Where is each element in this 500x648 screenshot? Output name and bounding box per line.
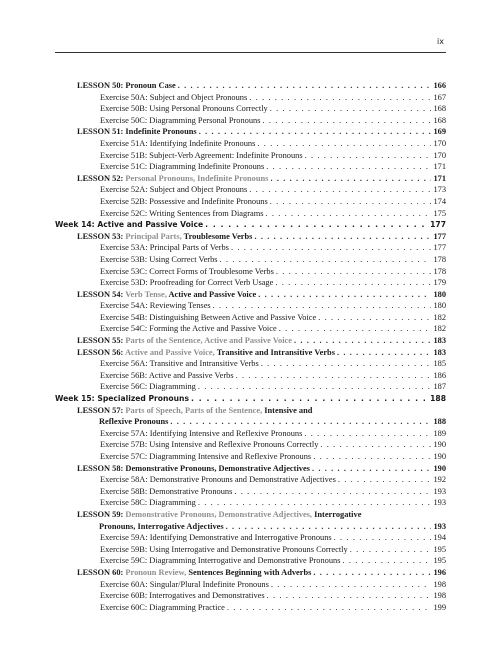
- toc-exercise-row: [55, 161, 446, 173]
- toc-lesson-row: [55, 231, 446, 243]
- toc-exercise-row: [55, 115, 446, 127]
- toc-page-number: 198: [433, 591, 446, 601]
- toc-entry-title: [55, 393, 189, 405]
- toc-topic: Exercise 54C: Forming the Active and Passive Voice: [100, 324, 277, 334]
- toc-topic: Reflexive Pronouns: [99, 417, 169, 427]
- toc-entry-title: [100, 358, 259, 370]
- toc-page-number: 186: [433, 370, 446, 380]
- toc-topic: Troublesome Verbs: [181, 231, 253, 241]
- toc-topic: Exercise 56A: Transitive and Intransitive Verbs: [100, 359, 259, 369]
- dot-leader: [350, 544, 432, 556]
- toc-entry-title: [100, 150, 303, 162]
- dot-leader: [270, 173, 431, 185]
- toc-topic: Exercise 57A: Identifying Intensive and Reflexive Pronouns: [100, 428, 303, 438]
- toc-topic: Exercise 51A: Identifying Indefinite Pronouns: [100, 138, 256, 148]
- toc-topic: Exercise 60C: Diagramming Practice: [100, 602, 225, 612]
- toc-review-topic: Pronoun Review,: [125, 567, 187, 577]
- toc-entry-title: [100, 532, 332, 544]
- toc-entry-title: [100, 208, 263, 220]
- toc-page-number: 179: [433, 278, 446, 288]
- dot-leader: [270, 196, 432, 208]
- toc-exercise-row: [55, 532, 446, 544]
- dot-leader: [304, 428, 431, 440]
- toc-entry-title: [77, 231, 252, 243]
- toc-topic: Exercise 56C: Diagramming: [100, 382, 196, 392]
- toc-lesson-row: [55, 289, 446, 301]
- toc-entry-title: [77, 509, 361, 521]
- toc-entry-title: [100, 266, 274, 278]
- toc-exercise-row: [55, 138, 446, 150]
- toc-entry-title: [100, 544, 348, 556]
- dot-leader: [265, 208, 431, 220]
- toc-topic: Exercise 51C: Diagramming Indefinite Pronouns: [100, 162, 265, 172]
- toc-entry-title: [100, 323, 277, 335]
- toc-page-number: 190: [433, 463, 446, 473]
- toc-exercise-row: [55, 242, 446, 254]
- toc-page-number: 185: [433, 359, 446, 369]
- toc-review-topic: Parts of Speech, Parts of the Sentence,: [125, 405, 263, 415]
- toc-review-topic: Parts of the Sentence, Active and Passive Voice: [125, 336, 292, 346]
- toc-week-row: [55, 393, 446, 405]
- toc-topic: LESSON 56:: [77, 347, 125, 357]
- toc-review-topic: Verb Tense,: [125, 289, 167, 299]
- dot-leader: [267, 590, 432, 602]
- toc-page-number: 174: [433, 196, 446, 206]
- toc-topic: LESSON 53:: [77, 231, 126, 241]
- dot-leader: [305, 150, 432, 162]
- toc-entry-title: [77, 126, 197, 138]
- toc-lesson-row: [55, 347, 446, 359]
- toc-exercise-row: [55, 428, 446, 440]
- toc-entry-title: [77, 463, 310, 475]
- toc-page-number: 178: [433, 266, 446, 276]
- dot-leader: [170, 416, 431, 428]
- toc-entry-title: [100, 428, 302, 440]
- toc-topic: LESSON 55:: [77, 336, 126, 346]
- toc-lesson-row: [55, 173, 446, 185]
- toc-page-number: 170: [433, 138, 446, 148]
- toc-lesson-row: [55, 80, 446, 92]
- dot-leader: [275, 277, 431, 289]
- dot-leader: [234, 486, 431, 498]
- toc-topic: Exercise 52C: Writing Sentences from Diagrams: [100, 208, 264, 218]
- dot-leader: [254, 231, 431, 243]
- toc-page-number: 190: [433, 452, 446, 461]
- toc-topic: Interrogative: [312, 509, 362, 519]
- dot-leader: [249, 92, 431, 104]
- toc-page-number: 175: [433, 208, 446, 218]
- toc-page-number: 190: [433, 440, 446, 450]
- toc-exercise-row: [55, 254, 446, 266]
- toc-page-number: 192: [433, 475, 446, 485]
- toc-page-number: 195: [433, 544, 446, 554]
- toc-exercise-row: [55, 555, 446, 567]
- dot-leader: [198, 497, 432, 509]
- toc-topic: Sentences Beginning with Adverbs: [186, 567, 312, 577]
- toc-topic: Exercise 60B: Interrogatives and Demonstratives: [100, 591, 265, 601]
- toc-page-number: 168: [433, 104, 446, 114]
- toc-lesson-row: [55, 463, 446, 475]
- toc-exercise-row: [55, 439, 446, 451]
- dot-leader: [263, 115, 432, 127]
- dot-leader: [227, 602, 432, 614]
- toc-topic: Exercise 58C: Diagramming: [100, 498, 196, 508]
- toc-topic: Exercise 57C: Diagramming Intensive and Reflexive Pronouns: [100, 452, 312, 461]
- toc-lesson-row: [55, 509, 446, 521]
- dot-leader: [279, 323, 432, 335]
- toc-page-number: 195: [433, 556, 446, 566]
- dot-leader: [318, 312, 431, 324]
- toc-topic: Exercise 50C: Diagramming Personal Pronouns: [100, 115, 261, 125]
- toc-page-number: 188: [433, 417, 446, 427]
- toc-entry-title: [77, 347, 335, 359]
- toc-page-number: 189: [433, 428, 446, 438]
- toc-page-number: 177: [433, 231, 446, 241]
- toc-entry-title: [100, 138, 255, 150]
- toc-page-number: 199: [433, 602, 446, 612]
- toc-entry-title: [100, 602, 225, 614]
- toc-exercise-row: [55, 358, 446, 370]
- toc-page-number: 198: [433, 579, 446, 589]
- toc-entry-title: [100, 555, 341, 567]
- dot-leader: [266, 161, 431, 173]
- dot-leader: [294, 335, 431, 347]
- toc-entry-title: [100, 312, 316, 324]
- toc-entry-title: [100, 579, 269, 591]
- toc-topic: LESSON 58: Demonstrative Pronouns, Demonstrative Adjectives: [77, 463, 310, 473]
- toc-week-row: [55, 219, 446, 231]
- toc-exercise-row: [55, 590, 446, 602]
- toc-entry-title: [100, 254, 218, 266]
- toc-exercise-row: [55, 266, 446, 278]
- toc-entry-title: [77, 405, 312, 417]
- toc-entry-title: [100, 277, 273, 289]
- toc-topic: Pronouns, Interrogative Adjectives: [99, 521, 224, 531]
- dot-leader: [231, 242, 432, 254]
- toc-exercise-row: [55, 150, 446, 162]
- toc-page-number: 180: [433, 301, 446, 311]
- dot-leader: [276, 266, 432, 278]
- dot-leader: [320, 439, 431, 451]
- toc-entry-title: [100, 590, 265, 602]
- toc-topic: Exercise 60A: Singular/Plural Indefinite Pronouns: [100, 579, 269, 589]
- toc-topic: Exercise 59C: Diagramming Interrogative and Demonstrative Pronouns: [100, 556, 341, 566]
- toc-exercise-row: [55, 323, 446, 335]
- toc-page-number: 194: [433, 533, 446, 543]
- dot-leader: [338, 474, 432, 486]
- toc-exercise-row: [55, 103, 446, 115]
- toc-exercise-row: [55, 451, 446, 463]
- toc-entry-title: [77, 567, 311, 579]
- toc-exercise-row: [55, 208, 446, 220]
- toc-review-topic: Personal Pronouns, Indefinite Pronouns: [125, 173, 269, 183]
- dot-leader: [226, 521, 432, 533]
- toc-page-number: 177: [430, 220, 446, 230]
- dot-leader: [199, 126, 432, 138]
- toc-entry-title: [55, 219, 203, 231]
- toc-page-number: 182: [433, 324, 446, 334]
- table-of-contents: [55, 80, 446, 613]
- toc-page-number: 183: [433, 336, 446, 346]
- toc-page-number: 169: [433, 127, 446, 137]
- toc-entry-title: [100, 451, 311, 463]
- toc-topic: Week 15: Specialized Pronouns: [55, 394, 189, 404]
- toc-topic: Exercise 59A: Identifying Demonstrative and Interrogative Pronouns: [100, 533, 332, 543]
- toc-exercise-row: [55, 312, 446, 324]
- toc-exercise-row: [55, 300, 446, 312]
- toc-topic: Exercise 53B: Using Correct Verbs: [100, 254, 218, 264]
- toc-topic: LESSON 59:: [77, 509, 126, 519]
- toc-lesson-row: [55, 567, 446, 579]
- toc-cont-row: [55, 416, 446, 428]
- dot-leader: [270, 103, 432, 115]
- toc-page-number: 167: [433, 92, 446, 102]
- toc-page-number: 193: [433, 486, 446, 496]
- dot-leader: [343, 555, 432, 567]
- toc-page-number: 166: [433, 81, 446, 90]
- dot-leader: [205, 219, 428, 231]
- toc-entry-title: [77, 80, 176, 92]
- toc-topic: Exercise 56B: Active and Passive Verbs: [100, 370, 234, 380]
- toc-topic: Active and Passive Voice: [166, 289, 257, 299]
- toc-topic: LESSON 54:: [77, 289, 126, 299]
- toc-entry-title: [100, 161, 264, 173]
- toc-page-number: 170: [433, 150, 446, 160]
- toc-exercise-row: [55, 497, 446, 509]
- toc-entry-title: [100, 92, 247, 104]
- toc-topic: Week 14: Active and Passive Voice: [55, 220, 204, 230]
- toc-exercise-row: [55, 184, 446, 196]
- toc-exercise-row: [55, 277, 446, 289]
- toc-topic: Exercise 54A: Reviewing Tenses: [100, 301, 211, 311]
- dot-leader: [258, 289, 431, 301]
- toc-exercise-row: [55, 381, 446, 393]
- dot-leader: [220, 254, 432, 266]
- toc-topic: Exercise 58B: Demonstrative Pronouns: [100, 486, 233, 496]
- toc-review-topic: Active and Passive Voice,: [124, 347, 215, 357]
- dot-leader: [191, 393, 428, 405]
- toc-page-number: 180: [433, 289, 446, 299]
- toc-page-number: 171: [433, 173, 446, 183]
- toc-review-topic: Demonstrative Pronouns, Demonstrative Adjectives,: [125, 509, 313, 519]
- dot-leader: [334, 532, 432, 544]
- toc-entry-title: [99, 521, 224, 533]
- toc-page-number: 193: [433, 521, 446, 531]
- toc-lesson-row: [55, 405, 446, 417]
- toc-entry-title: [99, 416, 168, 428]
- toc-page-number: 188: [430, 394, 446, 404]
- dot-leader: [337, 347, 431, 359]
- dot-leader: [257, 138, 431, 150]
- toc-exercise-row: [55, 92, 446, 104]
- toc-topic: Exercise 59B: Using Interrogative and Demonstrative Pronouns Correctly: [100, 544, 348, 554]
- toc-page-number: 193: [433, 498, 446, 508]
- toc-entry-title: [100, 381, 196, 393]
- toc-topic: Exercise 53D: Proofreading for Correct Verb Usage: [100, 278, 274, 288]
- toc-topic: Transitive and Intransitive Verbs: [214, 347, 335, 357]
- dot-leader: [261, 358, 432, 370]
- toc-entry-title: [100, 196, 268, 208]
- header-rule: [55, 52, 446, 53]
- toc-exercise-row: [55, 602, 446, 614]
- dot-leader: [313, 567, 431, 579]
- toc-entry-title: [100, 497, 196, 509]
- toc-entry-title: [100, 300, 211, 312]
- toc-topic: LESSON 51: Indefinite Pronouns: [77, 127, 197, 137]
- toc-page-number: 177: [433, 243, 446, 253]
- toc-entry-title: [77, 173, 268, 185]
- dot-leader: [178, 80, 432, 92]
- toc-topic: LESSON 50: Pronoun Case: [77, 81, 176, 90]
- toc-topic: Exercise 53A: Principal Parts of Verbs: [100, 243, 229, 253]
- toc-topic: Exercise 51B: Subject-Verb Agreement: Indefinite Pronouns: [100, 150, 303, 160]
- toc-entry-title: [100, 115, 261, 127]
- toc-entry-title: [100, 370, 234, 382]
- dot-leader: [236, 370, 432, 382]
- toc-page-number: 196: [433, 567, 446, 577]
- toc-exercise-row: [55, 579, 446, 591]
- toc-page-number: 187: [433, 382, 446, 392]
- toc-page-number: 168: [433, 115, 446, 125]
- toc-lesson-row: [55, 335, 446, 347]
- toc-page-number: 173: [433, 185, 446, 195]
- toc-exercise-row: [55, 486, 446, 498]
- dot-leader: [249, 184, 431, 196]
- toc-review-topic: Principal Parts,: [125, 231, 182, 241]
- toc-page-number: 182: [433, 312, 446, 322]
- toc-cont-row: [55, 521, 446, 533]
- dot-leader: [271, 579, 432, 591]
- toc-topic: Exercise 54B: Distinguishing Between Active and Passive Voice: [100, 312, 317, 322]
- toc-topic: LESSON 60:: [77, 567, 126, 577]
- toc-exercise-row: [55, 544, 446, 556]
- toc-topic: Exercise 53C: Correct Forms of Troublesome Verbs: [100, 266, 274, 276]
- toc-page-number: 183: [433, 347, 446, 357]
- toc-entry-title: [77, 335, 292, 347]
- toc-entry-title: [100, 439, 318, 451]
- toc-topic: Exercise 58A: Demonstrative Pronouns and Demonstrative Adjectives: [100, 475, 336, 485]
- toc-lesson-row: [55, 126, 446, 138]
- dot-leader: [312, 463, 432, 475]
- toc-topic: Exercise 57B: Using Intensive and Reflexive Pronouns Correctly: [100, 440, 319, 450]
- toc-page-number: 178: [433, 254, 446, 264]
- toc-page-number: 171: [433, 162, 446, 172]
- toc-entry-title: [100, 242, 229, 254]
- dot-leader: [213, 300, 432, 312]
- toc-topic: Exercise 50A: Subject and Object Pronouns: [100, 92, 248, 102]
- toc-topic: LESSON 52:: [77, 173, 126, 183]
- toc-entry-title: [100, 474, 336, 486]
- toc-entry-title: [100, 486, 232, 498]
- toc-topic: LESSON 57:: [77, 405, 126, 415]
- dot-leader: [313, 451, 431, 463]
- toc-exercise-row: [55, 196, 446, 208]
- toc-entry-title: [77, 289, 256, 301]
- toc-exercise-row: [55, 370, 446, 382]
- toc-entry-title: [100, 103, 268, 115]
- toc-topic: Exercise 52A: Subject and Object Pronouns: [100, 185, 248, 195]
- page-number: ix: [437, 37, 444, 46]
- toc-topic: Exercise 52B: Possessive and Indefinite Pronouns: [100, 196, 268, 206]
- toc-topic: Intensive and: [262, 405, 313, 415]
- toc-entry-title: [100, 184, 247, 196]
- dot-leader: [198, 381, 432, 393]
- toc-exercise-row: [55, 474, 446, 486]
- toc-topic: Exercise 50B: Using Personal Pronouns Correctly: [100, 104, 268, 114]
